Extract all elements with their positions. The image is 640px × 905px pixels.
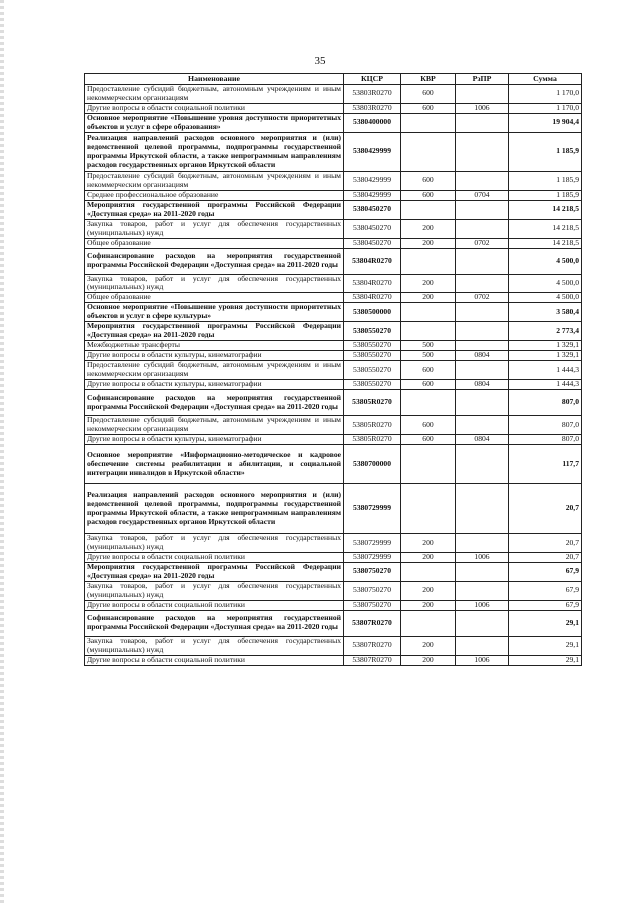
header-rzpr: РзПР — [456, 74, 509, 85]
table-row — [85, 219, 582, 238]
row-name: Предоставление субсидий бюджетным, автономным учреждениям и иным некоммерческим организациям — [85, 171, 344, 190]
row-sum: 1 185,9 — [509, 171, 582, 190]
table-row — [85, 322, 582, 341]
table-row — [85, 484, 582, 534]
row-kcsr: 53804R0270 — [344, 274, 401, 293]
row-kcsr: 5380450270 — [344, 200, 401, 219]
row-rzpr — [456, 416, 509, 435]
row-kvr: 200 — [401, 293, 456, 303]
row-rzpr — [456, 200, 509, 219]
row-sum: 1 170,0 — [509, 85, 582, 104]
row-rzpr: 1006 — [456, 600, 509, 610]
row-kvr: 200 — [401, 600, 456, 610]
row-sum: 14 218,5 — [509, 219, 582, 238]
row-rzpr — [456, 171, 509, 190]
row-rzpr — [456, 390, 509, 416]
row-name: Мероприятия государственной программы Российской Федерации «Доступная среда» на 2011-2020 годы — [85, 200, 344, 219]
table-row — [85, 380, 582, 390]
row-kcsr: 5380550270 — [344, 341, 401, 351]
table-row — [85, 200, 582, 219]
row-rzpr: 0804 — [456, 351, 509, 361]
table-row — [85, 248, 582, 274]
row-kcsr: 53804R0270 — [344, 248, 401, 274]
table-row — [85, 435, 582, 445]
row-rzpr — [456, 85, 509, 104]
row-name: Основное мероприятие «Повышение уровня доступности приоритетных объектов и услуг в сфере культуры» — [85, 303, 344, 322]
row-rzpr: 1006 — [456, 103, 509, 113]
row-name: Мероприятия государственной программы Российской Федерации «Доступная среда» на 2011-2020 годы — [85, 322, 344, 341]
row-kcsr: 53803R0270 — [344, 103, 401, 113]
row-sum: 4 500,0 — [509, 274, 582, 293]
row-rzpr — [456, 581, 509, 600]
row-sum: 1 444,3 — [509, 380, 582, 390]
table-row — [85, 416, 582, 435]
row-rzpr — [456, 248, 509, 274]
row-kcsr: 5380400000 — [344, 113, 401, 132]
row-kvr — [401, 200, 456, 219]
row-sum: 1 329,1 — [509, 351, 582, 361]
row-name: Другие вопросы в области культуры, кинематографии — [85, 435, 344, 445]
row-kvr: 200 — [401, 581, 456, 600]
row-name: Другие вопросы в области культуры, кинематографии — [85, 351, 344, 361]
row-sum: 20,7 — [509, 484, 582, 534]
row-sum: 117,7 — [509, 445, 582, 484]
row-kcsr: 5380750270 — [344, 600, 401, 610]
row-kvr: 600 — [401, 435, 456, 445]
row-kcsr: 53807R0270 — [344, 636, 401, 655]
row-name: Закупка товаров, работ и услуг для обеспечения государственных (муниципальных) нужд — [85, 636, 344, 655]
row-rzpr — [456, 132, 509, 171]
row-kvr: 200 — [401, 552, 456, 562]
row-sum: 4 500,0 — [509, 248, 582, 274]
row-kvr: 600 — [401, 190, 456, 200]
row-kvr: 200 — [401, 534, 456, 553]
table-row — [85, 113, 582, 132]
row-sum: 14 218,5 — [509, 200, 582, 219]
row-kvr — [401, 610, 456, 636]
table-row — [85, 132, 582, 171]
row-rzpr — [456, 610, 509, 636]
row-sum: 20,7 — [509, 552, 582, 562]
row-sum: 4 500,0 — [509, 293, 582, 303]
row-sum: 2 773,4 — [509, 322, 582, 341]
row-sum: 1 170,0 — [509, 103, 582, 113]
row-name: Среднее профессиональное образование — [85, 190, 344, 200]
table-row — [85, 562, 582, 581]
row-rzpr: 0804 — [456, 435, 509, 445]
header-kcsr: КЦСР — [344, 74, 401, 85]
row-kcsr: 5380550270 — [344, 351, 401, 361]
row-kcsr: 5380550270 — [344, 380, 401, 390]
row-kvr: 600 — [401, 85, 456, 104]
row-name: Софинансирование расходов на мероприятия государственной программы Российской Федерации «Доступная среда» на 2011-2020 годы — [85, 248, 344, 274]
row-kvr: 200 — [401, 655, 456, 665]
row-rzpr — [456, 341, 509, 351]
row-sum: 1 329,1 — [509, 341, 582, 351]
table-row — [85, 390, 582, 416]
table-row — [85, 274, 582, 293]
row-rzpr — [456, 303, 509, 322]
row-rzpr — [456, 274, 509, 293]
row-kvr: 600 — [401, 380, 456, 390]
row-kcsr: 5380429999 — [344, 171, 401, 190]
row-name: Межбюджетные трансферты — [85, 341, 344, 351]
row-kvr: 200 — [401, 274, 456, 293]
row-name: Общее образование — [85, 238, 344, 248]
row-kcsr: 53803R0270 — [344, 85, 401, 104]
row-rzpr — [456, 361, 509, 380]
row-kvr — [401, 445, 456, 484]
row-kcsr: 5380429999 — [344, 132, 401, 171]
row-sum: 29,1 — [509, 636, 582, 655]
scan-edge — [0, 0, 4, 905]
row-sum: 1 185,9 — [509, 190, 582, 200]
row-kcsr: 5380550270 — [344, 361, 401, 380]
table-row — [85, 534, 582, 553]
row-name: Закупка товаров, работ и услуг для обеспечения государственных (муниципальных) нужд — [85, 534, 344, 553]
row-name: Другие вопросы в области социальной политики — [85, 552, 344, 562]
row-kvr: 600 — [401, 361, 456, 380]
table-row — [85, 636, 582, 655]
row-kvr — [401, 390, 456, 416]
row-kcsr: 5380450270 — [344, 238, 401, 248]
row-kcsr: 5380750270 — [344, 562, 401, 581]
row-name: Закупка товаров, работ и услуг для обеспечения государственных (муниципальных) нужд — [85, 581, 344, 600]
row-rzpr — [456, 484, 509, 534]
row-rzpr — [456, 445, 509, 484]
row-name: Общее образование — [85, 293, 344, 303]
row-kvr: 500 — [401, 341, 456, 351]
row-kcsr: 53805R0270 — [344, 390, 401, 416]
row-kvr: 200 — [401, 636, 456, 655]
row-rzpr: 0702 — [456, 238, 509, 248]
table-row — [85, 361, 582, 380]
row-kcsr: 5380550270 — [344, 322, 401, 341]
row-sum: 20,7 — [509, 534, 582, 553]
row-name: Закупка товаров, работ и услуг для обеспечения государственных (муниципальных) нужд — [85, 219, 344, 238]
row-kcsr: 53804R0270 — [344, 293, 401, 303]
table-row — [85, 190, 582, 200]
row-name: Закупка товаров, работ и услуг для обеспечения государственных (муниципальных) нужд — [85, 274, 344, 293]
header-kvr: КВР — [401, 74, 456, 85]
table-row — [85, 655, 582, 665]
table-row — [85, 238, 582, 248]
row-rzpr — [456, 113, 509, 132]
row-kvr: 600 — [401, 171, 456, 190]
row-sum: 19 904,4 — [509, 113, 582, 132]
row-kcsr: 5380500000 — [344, 303, 401, 322]
row-name: Предоставление субсидий бюджетным, автономным учреждениям и иным некоммерческим организациям — [85, 416, 344, 435]
row-kcsr: 5380750270 — [344, 581, 401, 600]
row-kcsr: 5380700000 — [344, 445, 401, 484]
table-row — [85, 85, 582, 104]
row-sum: 67,9 — [509, 562, 582, 581]
row-name: Реализация направлений расходов основного мероприятия и (или) ведомственной целевой программы, подпрограммы государственной программы Иркутской области, а также непрограммным направлениям расходов государственных органов Иркутской области — [85, 132, 344, 171]
table-row — [85, 341, 582, 351]
table-row — [85, 171, 582, 190]
row-name: Софинансирование расходов на мероприятия государственной программы Российской Федерации «Доступная среда» на 2011-2020 годы — [85, 390, 344, 416]
row-kvr — [401, 248, 456, 274]
row-name: Другие вопросы в области социальной политики — [85, 655, 344, 665]
row-kcsr: 5380429999 — [344, 190, 401, 200]
table-row — [85, 600, 582, 610]
table-row — [85, 293, 582, 303]
row-kvr: 600 — [401, 416, 456, 435]
row-rzpr: 1006 — [456, 655, 509, 665]
row-name: Предоставление субсидий бюджетным, автономным учреждениям и иным некоммерческим организациям — [85, 361, 344, 380]
row-name: Другие вопросы в области социальной политики — [85, 600, 344, 610]
row-rzpr — [456, 322, 509, 341]
row-sum: 3 580,4 — [509, 303, 582, 322]
row-sum: 1 185,9 — [509, 132, 582, 171]
row-name: Софинансирование расходов на мероприятия государственной программы Российской Федерации «Доступная среда» на 2011-2020 годы — [85, 610, 344, 636]
row-rzpr — [456, 219, 509, 238]
header-sum: Сумма — [509, 74, 582, 85]
page-number: 35 — [314, 55, 326, 67]
table-row — [85, 445, 582, 484]
table-row — [85, 610, 582, 636]
row-kvr — [401, 132, 456, 171]
row-name: Другие вопросы в области культуры, кинематографии — [85, 380, 344, 390]
row-rzpr: 0702 — [456, 293, 509, 303]
row-kvr: 600 — [401, 103, 456, 113]
row-kvr — [401, 562, 456, 581]
table-row — [85, 351, 582, 361]
row-sum: 14 218,5 — [509, 238, 582, 248]
table-row — [85, 581, 582, 600]
row-kvr: 200 — [401, 238, 456, 248]
row-kcsr: 5380729999 — [344, 552, 401, 562]
row-sum: 807,0 — [509, 435, 582, 445]
row-kvr: 200 — [401, 219, 456, 238]
row-rzpr — [456, 534, 509, 553]
row-name: Основное мероприятие «Информационно-методическое и кадровое обеспечение системы реабилитации и абилитации, и социальной интеграции инвалидов в Иркутской области» — [85, 445, 344, 484]
row-rzpr — [456, 562, 509, 581]
row-rzpr: 1006 — [456, 552, 509, 562]
row-rzpr: 0804 — [456, 380, 509, 390]
row-sum: 807,0 — [509, 390, 582, 416]
table-row — [85, 552, 582, 562]
row-sum: 807,0 — [509, 416, 582, 435]
row-name: Другие вопросы в области социальной политики — [85, 103, 344, 113]
header-name: Наименование — [85, 74, 344, 85]
row-sum: 67,9 — [509, 600, 582, 610]
table-header-row — [85, 74, 582, 85]
row-kcsr: 53805R0270 — [344, 416, 401, 435]
row-sum: 1 444,3 — [509, 361, 582, 380]
row-kcsr: 5380450270 — [344, 219, 401, 238]
table-row — [85, 303, 582, 322]
table-row — [85, 103, 582, 113]
row-name: Основное мероприятие «Повышение уровня доступности приоритетных объектов и услуг в сфере образования» — [85, 113, 344, 132]
row-kcsr: 53807R0270 — [344, 610, 401, 636]
row-sum: 29,1 — [509, 655, 582, 665]
row-name: Мероприятия государственной программы Российской Федерации «Доступная среда» на 2011-2020 годы — [85, 562, 344, 581]
budget-table — [84, 73, 582, 666]
row-rzpr: 0704 — [456, 190, 509, 200]
row-kvr — [401, 113, 456, 132]
row-kcsr: 53807R0270 — [344, 655, 401, 665]
row-name: Предоставление субсидий бюджетным, автономным учреждениям и иным некоммерческим организациям — [85, 85, 344, 104]
row-kvr — [401, 303, 456, 322]
row-sum: 29,1 — [509, 610, 582, 636]
row-kvr — [401, 322, 456, 341]
row-kcsr: 5380729999 — [344, 484, 401, 534]
row-name: Реализация направлений расходов основного мероприятия и (или) ведомственной целевой программы, подпрограммы государственной программы Иркутской области, а также непрограммным направлениям расходов государственных органов Иркутской области — [85, 484, 344, 534]
row-kcsr: 53805R0270 — [344, 435, 401, 445]
row-sum: 67,9 — [509, 581, 582, 600]
row-kvr: 500 — [401, 351, 456, 361]
row-kvr — [401, 484, 456, 534]
row-rzpr — [456, 636, 509, 655]
row-kcsr: 5380729999 — [344, 534, 401, 553]
